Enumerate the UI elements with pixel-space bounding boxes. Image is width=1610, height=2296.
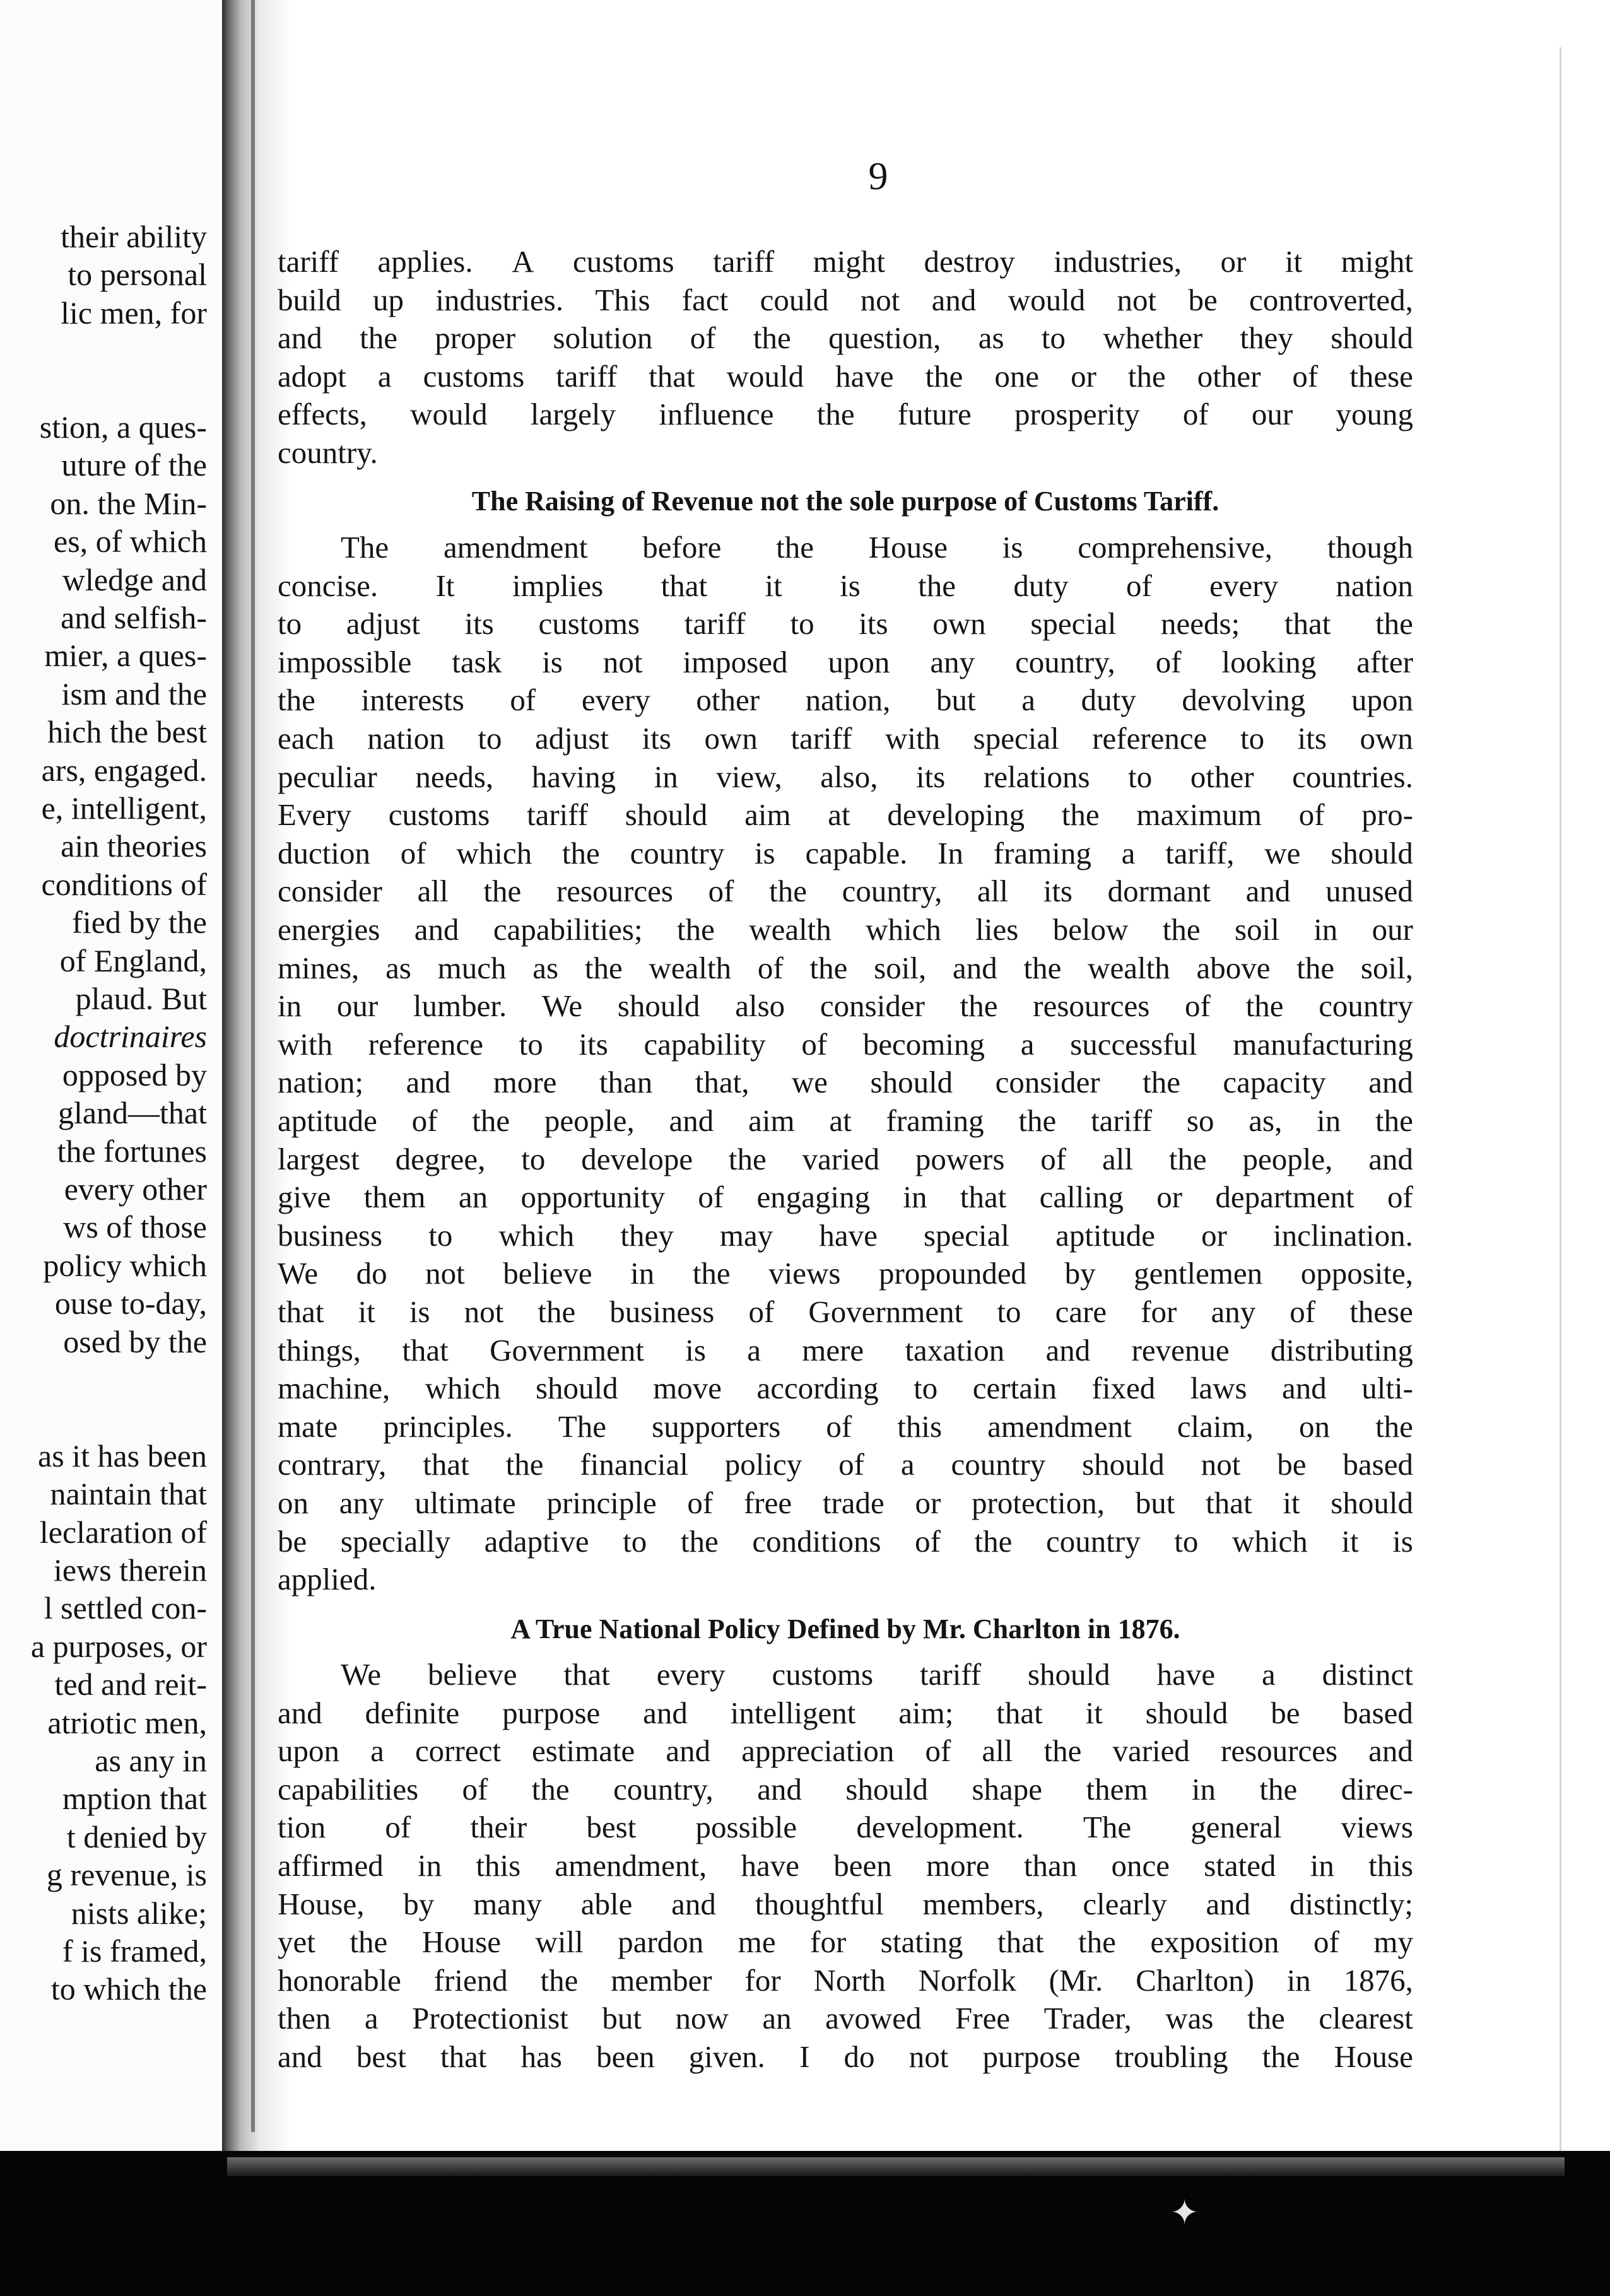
facing-page-line: as any in — [95, 1743, 207, 1778]
body-text-line: duction of which the country is capable. In framing a tariff, we should — [278, 835, 1413, 870]
facing-page-line: naintain that — [50, 1476, 207, 1512]
facing-page-line: t denied by — [66, 1819, 207, 1854]
page-bottom-edge — [227, 2157, 1565, 2176]
facing-page-line: ars, engaged. — [41, 752, 207, 788]
facing-page-line: f is framed, — [62, 1933, 207, 1969]
body-text-line: build up industries. This fact could not and would not be controverted, — [278, 282, 1413, 317]
facing-page-line: lic men, for — [61, 295, 207, 331]
facing-page-line: osed by the — [63, 1323, 207, 1359]
body-text-line: with reference to its capability of becoming a successful manufacturing — [278, 1026, 1413, 1062]
facing-page-line: as it has been — [38, 1438, 207, 1473]
body-text-line: yet the House will pardon me for stating that the exposition of my — [278, 1924, 1413, 1960]
facing-page-line: l settled con- — [44, 1590, 207, 1626]
facing-page-line: a purposes, or — [30, 1628, 207, 1664]
book-page — [278, 47, 1561, 2151]
facing-page-line: opposed by — [62, 1057, 207, 1092]
facing-page-line: fied by the — [72, 905, 207, 940]
body-text-line: mines, as much as the wealth of the soil, and the wealth above the soil, — [278, 950, 1413, 985]
facing-page-line: leclaration of — [39, 1514, 207, 1550]
body-text-line: mate principles. The supporters of this amendment claim, on the — [278, 1409, 1413, 1444]
section-heading: The Raising of Revenue not the sole purpose of Customs Tariff. — [471, 486, 1219, 517]
body-text-line: adopt a customs tariff that would have the one or the other of these — [278, 358, 1413, 394]
body-text-line: then a Protectionist but now an avowed Free Trader, was the clearest — [278, 2001, 1413, 2036]
body-text-line: nation; and more than that, we should consider the capacity and — [278, 1065, 1413, 1100]
facing-page-line: hich the best — [47, 714, 207, 750]
body-text-line: concise. It implies that it is the duty of every nation — [278, 568, 1413, 603]
body-text-line: The amendment before the House is comprehensive, though — [341, 530, 1413, 565]
body-text-line: and the proper solution of the question, as to whether they should — [278, 320, 1413, 356]
body-text-line: business to which they may have special aptitude or inclination. — [278, 1217, 1413, 1253]
body-text-line: We believe that every customs tariff should have a distinct — [341, 1657, 1413, 1692]
facing-page-line: conditions of — [41, 866, 207, 902]
facing-page-line: their ability — [61, 219, 207, 254]
facing-page-line: ws of those — [63, 1209, 207, 1245]
facing-page-line: e, intelligent, — [41, 790, 207, 826]
body-text-line: Every customs tariff should aim at developing the maximum of pro- — [278, 797, 1413, 833]
body-text-line: and best that has been given. I do not purpose troubling the House — [278, 2039, 1413, 2074]
body-text-line: consider all the resources of the country, all its dormant and unused — [278, 874, 1413, 909]
body-text-line: upon a correct estimate and appreciation of all the varied resources and — [278, 1733, 1413, 1769]
body-text-line: and definite purpose and intelligent aim; that it should be based — [278, 1695, 1413, 1730]
facing-page-line: policy which — [43, 1247, 207, 1283]
body-text-line: the interests of every other nation, but a duty devolving upon — [278, 682, 1413, 718]
facing-page-line: stion, a ques- — [39, 409, 207, 445]
body-text-line: country. — [278, 435, 378, 470]
facing-page-line: ain theories — [61, 828, 207, 864]
facing-page-line: atriotic men, — [47, 1704, 207, 1740]
facing-page-line: es, of which — [54, 524, 207, 559]
body-text-line: affirmed in this amendment, have been more than once stated in this — [278, 1848, 1413, 1883]
facing-page-line: mier, a ques- — [44, 638, 207, 674]
facing-page-line: every other — [64, 1171, 207, 1207]
page-number: 9 — [868, 155, 888, 198]
body-text-line: honorable friend the member for North Norfolk (Mr. Charlton) in 1876, — [278, 1962, 1413, 1998]
facing-page-fragment — [0, 0, 222, 2151]
facing-page-line: ted and reit- — [54, 1666, 207, 1702]
scan-artifact: ✦ — [1170, 2194, 1199, 2232]
body-text-line: House, by many able and thoughtful members, clearly and distinctly; — [278, 1886, 1413, 1921]
facing-page-line: g revenue, is — [46, 1857, 207, 1893]
facing-page-line: wledge and — [62, 561, 207, 597]
body-text-line: tariff applies. A customs tariff might destroy industries, or it might — [278, 244, 1413, 279]
facing-page-line: uture of the — [61, 447, 207, 483]
body-text-line: effects, would largely influence the future prosperity of our young — [278, 397, 1413, 432]
facing-page-line: ouse to-day, — [54, 1286, 207, 1321]
facing-page-line: plaud. But — [75, 981, 207, 1016]
body-text-line: energies and capabilities; the wealth which lies below the soil in our — [278, 912, 1413, 947]
body-text-line: impossible task is not imposed upon any country, of looking after — [278, 644, 1413, 679]
facing-page-line: nists alike; — [71, 1895, 207, 1931]
facing-page-line: and selfish- — [61, 600, 207, 635]
facing-page-line: gland—that — [57, 1095, 207, 1131]
body-text-line: applied. — [278, 1562, 377, 1597]
body-text-line: machine, which should move according to certain fixed laws and ulti- — [278, 1371, 1413, 1406]
facing-page-line: of England, — [59, 942, 207, 978]
body-text-line: give them an opportunity of engaging in that calling or department of — [278, 1180, 1413, 1215]
body-text-line: aptitude of the people, and aim at framing the tariff so as, in the — [278, 1103, 1413, 1138]
body-text-line: in our lumber. We should also consider the resources of the country — [278, 988, 1413, 1024]
body-text-line: We do not believe in the views propounded by gentlemen opposite, — [278, 1256, 1413, 1291]
facing-page-text — [0, 0, 222, 2151]
body-text-line: to adjust its customs tariff to its own special needs; that the — [278, 606, 1413, 641]
body-text-line: contrary, that the financial policy of a country should not be based — [278, 1447, 1413, 1482]
binding-edge — [251, 0, 255, 2132]
body-text-line: on any ultimate principle of free trade or protection, but that it should — [278, 1485, 1413, 1520]
body-text-line: largest degree, to develope the varied powers of all the people, and — [278, 1141, 1413, 1176]
body-text-line: peculiar needs, having in view, also, its relations to other countries. — [278, 759, 1413, 794]
facing-page-line: iews therein — [54, 1552, 207, 1588]
facing-page-line: mption that — [62, 1781, 207, 1817]
facing-page-line: doctrinaires — [54, 1019, 207, 1055]
facing-page-line: to personal — [68, 257, 207, 293]
section-heading: A True National Policy Defined by Mr. Charlton in 1876. — [510, 1614, 1180, 1644]
body-text-line: that it is not the business of Government to care for any of these — [278, 1294, 1413, 1329]
body-text-line: be specially adaptive to the conditions of the country to which it is — [278, 1523, 1413, 1559]
body-text-line: tion of their best possible development. The general views — [278, 1810, 1413, 1845]
body-text-line: each nation to adjust its own tariff with special reference to its own — [278, 721, 1413, 756]
facing-page-line: ism and the — [61, 676, 207, 712]
facing-page-line: on. the Min- — [50, 485, 207, 521]
facing-page-line: to which the — [50, 1971, 207, 2007]
facing-page-line: the fortunes — [57, 1133, 207, 1169]
body-text-line: things, that Government is a mere taxation and revenue distributing — [278, 1332, 1413, 1368]
body-text-line: capabilities of the country, and should shape them in the direc- — [278, 1771, 1413, 1807]
